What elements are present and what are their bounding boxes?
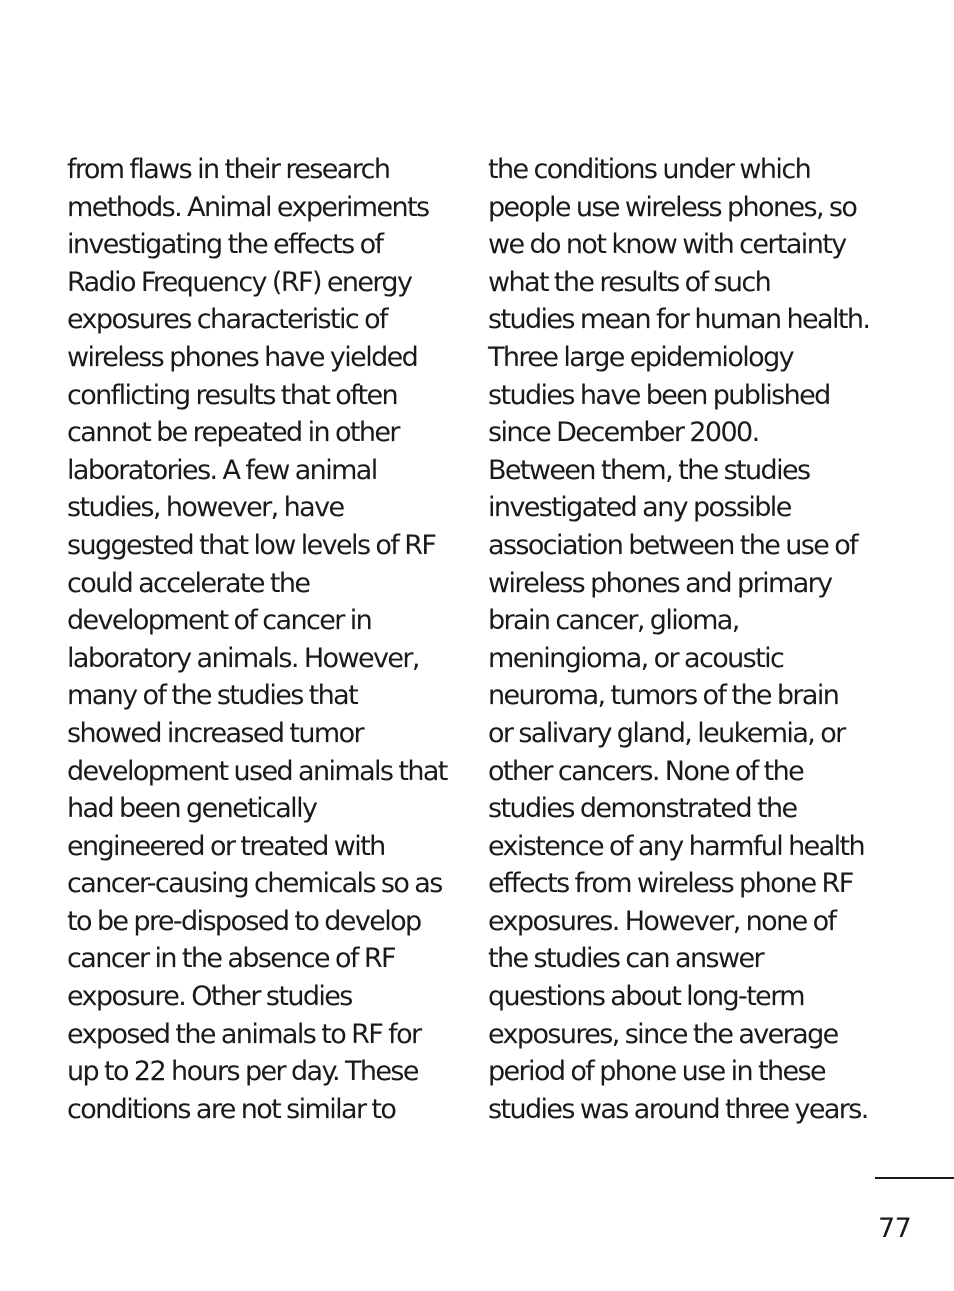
- text-line: exposure. Other studies: [67, 981, 352, 1013]
- text-line: cancer in the absence of RF: [67, 943, 395, 975]
- text-line: exposed the animals to RF for: [67, 1018, 421, 1050]
- text-line: wireless phones and primary: [488, 567, 832, 599]
- text-line: Radio Frequency (RF) energy: [67, 266, 412, 298]
- text-line: cancer-causing chemicals so as: [67, 868, 442, 900]
- left-text-column: [67, 151, 462, 1128]
- text-line: existence of any harmful health: [488, 830, 865, 862]
- text-line: what the results of such: [488, 266, 771, 298]
- text-line: the conditions under which: [488, 154, 811, 185]
- text-line: effects from wireless phone RF: [488, 868, 853, 900]
- text-line: exposures characteristic of: [67, 304, 387, 336]
- text-line: investigated any possible: [488, 492, 791, 524]
- text-line: other cancers. None of the: [488, 755, 804, 787]
- text-line: from flaws in their research: [67, 154, 390, 185]
- text-line: laboratory animals. However,: [67, 642, 419, 674]
- text-line: brain cancer, glioma,: [488, 605, 739, 637]
- text-line: development of cancer in: [67, 605, 372, 637]
- text-line: period of phone use in these: [488, 1056, 826, 1088]
- text-line: studies mean for human health.: [488, 304, 870, 336]
- text-line: studies was around three years.: [488, 1093, 868, 1125]
- text-line: we do not know with certainty: [488, 229, 846, 261]
- text-line: studies demonstrated the: [488, 793, 797, 825]
- text-line: the studies can answer: [488, 943, 763, 975]
- text-line: exposures, since the average: [488, 1018, 838, 1050]
- footer-rule: [875, 1177, 954, 1179]
- text-line: methods. Animal experiments: [67, 191, 429, 223]
- text-line: had been genetically: [67, 793, 317, 825]
- text-line: development used animals that: [67, 755, 447, 787]
- text-line: laboratories. A few animal: [67, 454, 377, 486]
- text-line: showed increased tumor: [67, 717, 364, 749]
- text-line: conditions are not similar to: [67, 1093, 396, 1125]
- text-line: meningioma, or acoustic: [488, 642, 784, 674]
- text-line: people use wireless phones, so: [488, 191, 857, 223]
- text-line: exposures. However, none of: [488, 905, 836, 937]
- text-line: cannot be repeated in other: [67, 417, 399, 449]
- text-line: since December 2000.: [488, 417, 759, 449]
- text-line: or salivary gland, leukemia, or: [488, 717, 845, 749]
- text-line: studies have been published: [488, 379, 830, 411]
- text-line: up to 22 hours per day. These: [67, 1056, 418, 1088]
- text-line: conflicting results that often: [67, 379, 398, 411]
- text-line: Between them, the studies: [488, 454, 810, 486]
- text-line: questions about long-term: [488, 981, 804, 1013]
- text-line: neuroma, tumors of the brain: [488, 680, 839, 712]
- text-line: to be pre-disposed to develop: [67, 905, 421, 937]
- text-line: wireless phones have yielded: [67, 341, 418, 373]
- text-line: investigating the effects of: [67, 229, 383, 261]
- right-text-column: [488, 151, 888, 1128]
- text-line: engineered or treated with: [67, 830, 385, 862]
- text-line: could accelerate the: [67, 567, 310, 599]
- text-line: studies, however, have: [67, 492, 344, 524]
- text-line: many of the studies that: [67, 680, 358, 712]
- text-line: Three large epidemiology: [488, 341, 793, 373]
- page-number: 77: [878, 1213, 912, 1244]
- text-line: association between the use of: [488, 529, 858, 561]
- text-line: suggested that low levels of RF: [67, 529, 436, 561]
